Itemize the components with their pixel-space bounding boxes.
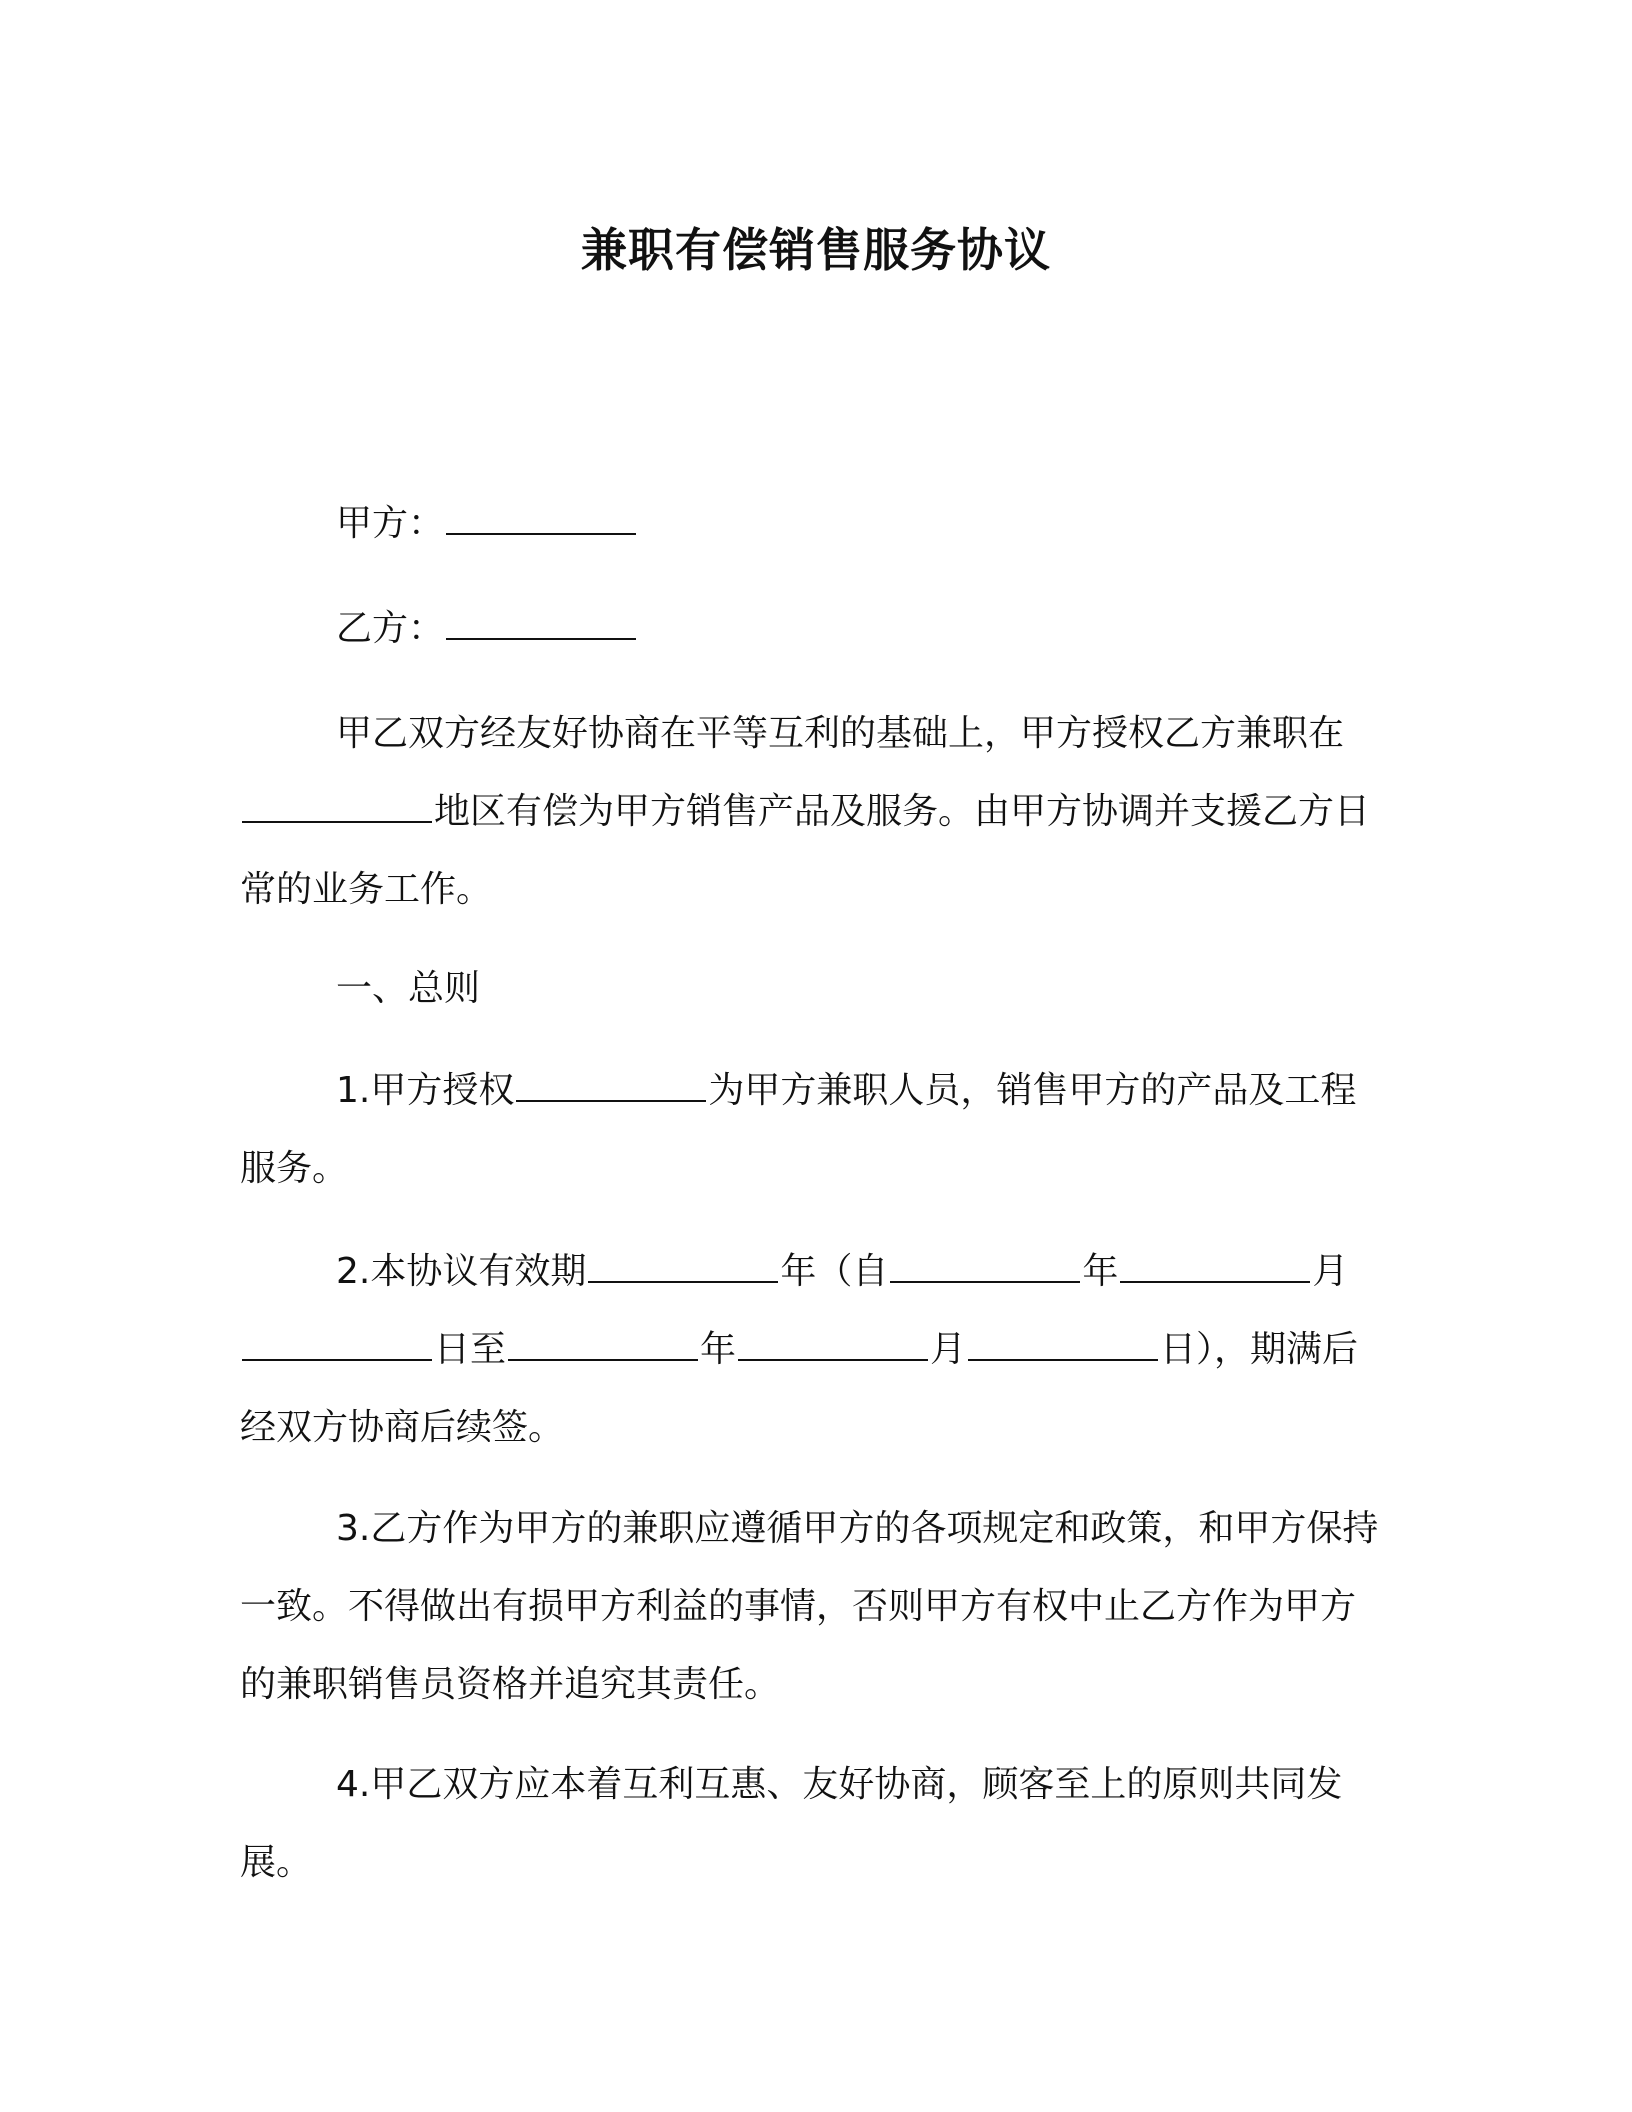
clause-1-text-1: 1.甲方授权 xyxy=(336,1070,515,1111)
clause-1 xyxy=(240,1052,1390,1208)
clause-2-text-6: 年 xyxy=(700,1329,737,1370)
intro-text-2: 地区有偿为甲方销售产品及服务。由甲方协调并支援乙方日常的业务工作。 xyxy=(240,791,1371,910)
party-a-line xyxy=(240,485,1390,563)
section-heading-text: 一、总则 xyxy=(336,968,481,1009)
party-a-blank xyxy=(446,525,636,535)
clause-2-blank-1 xyxy=(588,1273,778,1283)
clause-2 xyxy=(240,1233,1390,1467)
party-b-label: 乙方： xyxy=(336,608,445,649)
clause-2-blank-7 xyxy=(968,1351,1158,1361)
intro-paragraph xyxy=(240,695,1390,929)
clause-3-text: 3.乙方作为甲方的兼职应遵循甲方的各项规定和政策，和甲方保持一致。不得做出有损甲方利益的事情，否则甲方有权中止乙方作为甲方的兼职销售员资格并追究其责任。 xyxy=(240,1508,1379,1705)
party-a-label: 甲方： xyxy=(336,503,445,544)
clause-2-blank-6 xyxy=(738,1351,928,1361)
clause-4 xyxy=(240,1746,1390,1902)
clause-2-text-4: 月 xyxy=(1312,1251,1349,1292)
clause-2-text-7: 月 xyxy=(930,1329,967,1370)
region-blank xyxy=(242,813,432,823)
party-b-line xyxy=(240,590,1390,668)
clause-2-blank-4 xyxy=(242,1351,432,1361)
clause-2-blank-2 xyxy=(890,1273,1080,1283)
clause-2-text-8: 日），期满后经双方协商后续签。 xyxy=(240,1329,1359,1448)
party-b-blank xyxy=(446,630,636,640)
clause-1-blank xyxy=(516,1092,706,1102)
clause-2-text-2: 年（自 xyxy=(780,1251,889,1292)
clause-2-blank-3 xyxy=(1120,1273,1310,1283)
section-heading-general xyxy=(240,950,1390,1028)
clause-2-text-1: 2.本协议有效期 xyxy=(336,1251,587,1292)
clause-2-blank-5 xyxy=(508,1351,698,1361)
clause-2-text-3: 年 xyxy=(1082,1251,1119,1292)
clause-4-text: 4.甲乙双方应本着互利互惠、友好协商，顾客至上的原则共同发展。 xyxy=(240,1764,1343,1883)
clause-2-text-5: 日至 xyxy=(434,1329,507,1370)
document-title: 兼职有偿销售服务协议 xyxy=(581,223,1051,277)
intro-text-1: 甲乙双方经友好协商在平等互利的基础上，甲方授权乙方兼职在 xyxy=(336,713,1345,754)
clause-3 xyxy=(240,1490,1390,1724)
clause-1-text-2: 为甲方兼职人员，销售甲方的产品及工程服务。 xyxy=(240,1070,1357,1189)
